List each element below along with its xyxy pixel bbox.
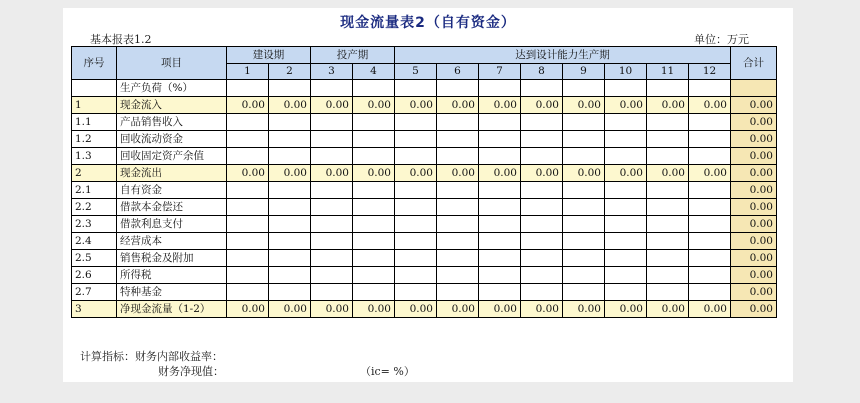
value-cell[interactable] xyxy=(563,148,605,165)
value-cell[interactable] xyxy=(689,284,731,301)
value-cell[interactable]: 0.00 xyxy=(395,301,437,318)
value-cell[interactable] xyxy=(605,216,647,233)
table-row xyxy=(72,233,777,250)
header-period: 7 xyxy=(479,64,521,80)
value-cell[interactable]: 0.00 xyxy=(479,301,521,318)
value-cell[interactable] xyxy=(647,148,689,165)
value-cell[interactable]: 0.00 xyxy=(227,165,269,182)
value-cell[interactable] xyxy=(353,284,395,301)
value-cell[interactable] xyxy=(227,131,269,148)
row-label[interactable]: 特种基金 xyxy=(117,284,227,301)
value-cell[interactable] xyxy=(605,80,647,97)
value-cell[interactable] xyxy=(437,80,479,97)
value-cell[interactable] xyxy=(353,233,395,250)
value-cell[interactable] xyxy=(227,199,269,216)
value-cell[interactable] xyxy=(227,267,269,284)
value-cell[interactable] xyxy=(689,182,731,199)
value-cell[interactable] xyxy=(311,80,353,97)
value-cell[interactable] xyxy=(269,199,311,216)
value-cell[interactable] xyxy=(689,131,731,148)
value-cell[interactable] xyxy=(227,233,269,250)
value-cell[interactable] xyxy=(437,148,479,165)
value-cell[interactable] xyxy=(395,182,437,199)
row-seq[interactable]: 1.2 xyxy=(72,131,117,148)
value-cell[interactable] xyxy=(521,131,563,148)
value-cell[interactable] xyxy=(437,182,479,199)
value-cell[interactable]: 0.00 xyxy=(647,165,689,182)
value-cell[interactable] xyxy=(647,233,689,250)
value-cell[interactable]: 0.00 xyxy=(395,165,437,182)
total-cell[interactable]: 0.00 xyxy=(731,148,777,165)
value-cell[interactable] xyxy=(689,148,731,165)
row-seq[interactable]: 2.7 xyxy=(72,284,117,301)
value-cell[interactable]: 0.00 xyxy=(647,301,689,318)
value-cell[interactable] xyxy=(437,131,479,148)
value-cell[interactable] xyxy=(563,114,605,131)
header-period: 9 xyxy=(563,64,605,80)
value-cell[interactable] xyxy=(437,216,479,233)
value-cell[interactable] xyxy=(395,80,437,97)
value-cell[interactable] xyxy=(437,233,479,250)
total-cell[interactable]: 0.00 xyxy=(731,131,777,148)
value-cell[interactable] xyxy=(395,199,437,216)
value-cell[interactable] xyxy=(227,216,269,233)
value-cell[interactable] xyxy=(647,216,689,233)
value-cell[interactable] xyxy=(269,148,311,165)
value-cell[interactable] xyxy=(269,131,311,148)
value-cell[interactable] xyxy=(563,216,605,233)
total-cell[interactable]: 0.00 xyxy=(731,97,777,114)
total-cell[interactable]: 0.00 xyxy=(731,301,777,318)
row-seq[interactable]: 1.3 xyxy=(72,148,117,165)
value-cell[interactable] xyxy=(479,131,521,148)
header-period: 3 xyxy=(311,64,353,80)
value-cell[interactable]: 0.00 xyxy=(563,301,605,318)
value-cell[interactable] xyxy=(605,199,647,216)
value-cell[interactable] xyxy=(689,233,731,250)
value-cell[interactable]: 0.00 xyxy=(605,97,647,114)
table-row xyxy=(72,131,777,148)
value-cell[interactable] xyxy=(437,250,479,267)
value-cell[interactable] xyxy=(269,250,311,267)
row-seq[interactable]: 2.5 xyxy=(72,250,117,267)
value-cell[interactable] xyxy=(311,284,353,301)
value-cell[interactable] xyxy=(521,267,563,284)
value-cell[interactable]: 0.00 xyxy=(269,165,311,182)
value-cell[interactable] xyxy=(689,114,731,131)
header-period: 11 xyxy=(647,64,689,80)
value-cell[interactable]: 0.00 xyxy=(353,97,395,114)
value-cell[interactable] xyxy=(689,267,731,284)
table-row xyxy=(72,148,777,165)
header-item: 项目 xyxy=(117,47,227,80)
value-cell[interactable]: 0.00 xyxy=(227,301,269,318)
total-cell[interactable]: 0.00 xyxy=(731,233,777,250)
value-cell[interactable] xyxy=(647,131,689,148)
header-period: 6 xyxy=(437,64,479,80)
value-cell[interactable] xyxy=(269,114,311,131)
value-cell[interactable]: 0.00 xyxy=(311,301,353,318)
value-cell[interactable] xyxy=(479,182,521,199)
value-cell[interactable] xyxy=(353,267,395,284)
value-cell[interactable]: 0.00 xyxy=(311,165,353,182)
row-label[interactable]: 回收固定资产余值 xyxy=(117,148,227,165)
value-cell[interactable] xyxy=(437,267,479,284)
table-body xyxy=(72,80,777,318)
value-cell[interactable]: 0.00 xyxy=(479,97,521,114)
row-label[interactable]: 所得税 xyxy=(117,267,227,284)
row-label[interactable]: 生产负荷（%） xyxy=(117,80,227,97)
value-cell[interactable]: 0.00 xyxy=(437,165,479,182)
value-cell[interactable] xyxy=(479,148,521,165)
value-cell[interactable] xyxy=(269,80,311,97)
value-cell[interactable] xyxy=(563,284,605,301)
value-cell[interactable] xyxy=(689,216,731,233)
value-cell[interactable] xyxy=(227,250,269,267)
row-seq[interactable]: 2.3 xyxy=(72,216,117,233)
value-cell[interactable] xyxy=(437,114,479,131)
value-cell[interactable] xyxy=(689,250,731,267)
value-cell[interactable] xyxy=(689,199,731,216)
value-cell[interactable] xyxy=(647,114,689,131)
value-cell[interactable] xyxy=(269,216,311,233)
value-cell[interactable] xyxy=(563,267,605,284)
value-cell[interactable] xyxy=(647,182,689,199)
value-cell[interactable] xyxy=(647,199,689,216)
indicator-npv-label: 财务净现值： xyxy=(158,365,224,378)
value-cell[interactable] xyxy=(311,199,353,216)
value-cell[interactable] xyxy=(521,148,563,165)
table-row xyxy=(72,80,777,97)
table-row xyxy=(72,267,777,284)
value-cell[interactable] xyxy=(395,148,437,165)
value-cell[interactable] xyxy=(479,250,521,267)
value-cell[interactable] xyxy=(563,233,605,250)
row-seq[interactable]: 2 xyxy=(72,165,117,182)
cash-flow-table xyxy=(71,46,777,318)
value-cell[interactable] xyxy=(311,182,353,199)
header-construction: 建设期 xyxy=(227,47,311,64)
row-seq[interactable]: 1 xyxy=(72,97,117,114)
value-cell[interactable] xyxy=(605,148,647,165)
header-seq: 序号 xyxy=(72,47,117,80)
row-label[interactable]: 销售税金及附加 xyxy=(117,250,227,267)
value-cell[interactable] xyxy=(605,114,647,131)
value-cell[interactable] xyxy=(479,216,521,233)
value-cell[interactable]: 0.00 xyxy=(269,97,311,114)
value-cell[interactable] xyxy=(563,80,605,97)
value-cell[interactable]: 0.00 xyxy=(395,97,437,114)
row-seq[interactable]: 1.1 xyxy=(72,114,117,131)
total-cell[interactable]: 0.00 xyxy=(731,114,777,131)
row-label[interactable]: 现金流出 xyxy=(117,165,227,182)
value-cell[interactable]: 0.00 xyxy=(689,165,731,182)
header-design-capacity: 达到设计能力生产期 xyxy=(395,47,731,64)
value-cell[interactable] xyxy=(563,199,605,216)
header-period: 12 xyxy=(689,64,731,80)
value-cell[interactable] xyxy=(521,182,563,199)
report-title: 现金流量表2（自有资金） xyxy=(340,15,516,31)
value-cell[interactable]: 0.00 xyxy=(353,165,395,182)
total-cell[interactable]: 0.00 xyxy=(731,267,777,284)
value-cell[interactable] xyxy=(395,284,437,301)
value-cell[interactable] xyxy=(647,284,689,301)
value-cell[interactable] xyxy=(521,284,563,301)
value-cell[interactable] xyxy=(521,233,563,250)
value-cell[interactable]: 0.00 xyxy=(521,165,563,182)
header-period: 2 xyxy=(269,64,311,80)
row-seq[interactable]: 3 xyxy=(72,301,117,318)
value-cell[interactable]: 0.00 xyxy=(353,301,395,318)
value-cell[interactable]: 0.00 xyxy=(269,301,311,318)
value-cell[interactable] xyxy=(521,250,563,267)
indicator-irr-label: 计算指标：财务内部收益率： xyxy=(80,350,223,363)
value-cell[interactable] xyxy=(311,216,353,233)
value-cell[interactable] xyxy=(563,182,605,199)
header-period: 10 xyxy=(605,64,647,80)
value-cell[interactable] xyxy=(647,80,689,97)
value-cell[interactable] xyxy=(227,284,269,301)
value-cell[interactable]: 0.00 xyxy=(689,97,731,114)
value-cell[interactable] xyxy=(563,250,605,267)
value-cell[interactable] xyxy=(311,267,353,284)
total-cell[interactable]: 0.00 xyxy=(731,199,777,216)
value-cell[interactable] xyxy=(353,148,395,165)
value-cell[interactable] xyxy=(689,80,731,97)
value-cell[interactable]: 0.00 xyxy=(479,165,521,182)
header-period: 1 xyxy=(227,64,269,80)
table-row xyxy=(72,165,777,182)
value-cell[interactable] xyxy=(605,267,647,284)
value-cell[interactable] xyxy=(227,114,269,131)
header-row-groups xyxy=(72,47,777,64)
value-cell[interactable] xyxy=(311,250,353,267)
value-cell[interactable] xyxy=(521,216,563,233)
value-cell[interactable] xyxy=(479,199,521,216)
value-cell[interactable]: 0.00 xyxy=(563,97,605,114)
value-cell[interactable] xyxy=(269,182,311,199)
value-cell[interactable]: 0.00 xyxy=(521,301,563,318)
row-seq[interactable]: 2.2 xyxy=(72,199,117,216)
value-cell[interactable] xyxy=(311,131,353,148)
table-row xyxy=(72,199,777,216)
value-cell[interactable] xyxy=(311,148,353,165)
header-commissioning: 投产期 xyxy=(311,47,395,64)
value-cell[interactable] xyxy=(479,233,521,250)
row-label[interactable]: 净现金流量（1-2） xyxy=(117,301,227,318)
value-cell[interactable] xyxy=(395,233,437,250)
value-cell[interactable]: 0.00 xyxy=(647,97,689,114)
value-cell[interactable] xyxy=(521,80,563,97)
value-cell[interactable] xyxy=(353,182,395,199)
value-cell[interactable] xyxy=(605,233,647,250)
total-cell[interactable]: 0.00 xyxy=(731,284,777,301)
table-row xyxy=(72,216,777,233)
header-period: 8 xyxy=(521,64,563,80)
value-cell[interactable]: 0.00 xyxy=(605,301,647,318)
value-cell[interactable] xyxy=(437,284,479,301)
total-cell[interactable]: 0.00 xyxy=(731,182,777,199)
table-row xyxy=(72,114,777,131)
table-row xyxy=(72,250,777,267)
value-cell[interactable] xyxy=(227,182,269,199)
value-cell[interactable] xyxy=(605,250,647,267)
value-cell[interactable] xyxy=(605,284,647,301)
ic-rate-label: （ic= %） xyxy=(360,365,415,378)
value-cell[interactable] xyxy=(647,267,689,284)
value-cell[interactable] xyxy=(353,199,395,216)
value-cell[interactable]: 0.00 xyxy=(227,97,269,114)
value-cell[interactable] xyxy=(479,267,521,284)
value-cell[interactable]: 0.00 xyxy=(521,97,563,114)
report-sheet xyxy=(63,8,793,382)
value-cell[interactable] xyxy=(395,114,437,131)
table-row xyxy=(72,182,777,199)
value-cell[interactable] xyxy=(269,267,311,284)
header-period: 5 xyxy=(395,64,437,80)
value-cell[interactable]: 0.00 xyxy=(437,97,479,114)
row-label[interactable]: 经营成本 xyxy=(117,233,227,250)
value-cell[interactable] xyxy=(437,199,479,216)
header-total: 合计 xyxy=(731,47,777,80)
value-cell[interactable] xyxy=(227,80,269,97)
value-cell[interactable] xyxy=(479,284,521,301)
row-label[interactable]: 借款本金偿还 xyxy=(117,199,227,216)
value-cell[interactable] xyxy=(563,131,605,148)
value-cell[interactable] xyxy=(395,267,437,284)
row-seq[interactable]: 2.4 xyxy=(72,233,117,250)
row-label[interactable]: 现金流入 xyxy=(117,97,227,114)
total-cell[interactable]: 0.00 xyxy=(731,216,777,233)
header-period: 4 xyxy=(353,64,395,80)
value-cell[interactable] xyxy=(605,182,647,199)
row-label[interactable]: 自有资金 xyxy=(117,182,227,199)
value-cell[interactable] xyxy=(395,131,437,148)
unit-label: 单位：万元 xyxy=(694,33,749,46)
total-cell[interactable]: 0.00 xyxy=(731,250,777,267)
value-cell[interactable] xyxy=(353,216,395,233)
value-cell[interactable] xyxy=(521,199,563,216)
value-cell[interactable] xyxy=(353,114,395,131)
value-cell[interactable] xyxy=(395,250,437,267)
value-cell[interactable] xyxy=(353,250,395,267)
table-row xyxy=(72,284,777,301)
total-cell[interactable] xyxy=(731,80,777,97)
value-cell[interactable]: 0.00 xyxy=(689,301,731,318)
value-cell[interactable] xyxy=(269,284,311,301)
row-seq[interactable] xyxy=(72,80,117,97)
value-cell[interactable] xyxy=(353,80,395,97)
value-cell[interactable] xyxy=(311,114,353,131)
value-cell[interactable] xyxy=(479,114,521,131)
value-cell[interactable]: 0.00 xyxy=(563,165,605,182)
value-cell[interactable] xyxy=(521,114,563,131)
value-cell[interactable]: 0.00 xyxy=(605,165,647,182)
row-label[interactable]: 产品销售收入 xyxy=(117,114,227,131)
value-cell[interactable] xyxy=(311,233,353,250)
table-row xyxy=(72,301,777,318)
value-cell[interactable] xyxy=(647,250,689,267)
value-cell[interactable] xyxy=(227,148,269,165)
value-cell[interactable] xyxy=(269,233,311,250)
total-cell[interactable]: 0.00 xyxy=(731,165,777,182)
row-label[interactable]: 回收流动资金 xyxy=(117,131,227,148)
value-cell[interactable] xyxy=(395,216,437,233)
table-row xyxy=(72,97,777,114)
value-cell[interactable] xyxy=(605,131,647,148)
report-code: 基本报表1.2 xyxy=(90,33,152,46)
row-seq[interactable]: 2.6 xyxy=(72,267,117,284)
value-cell[interactable] xyxy=(479,80,521,97)
value-cell[interactable] xyxy=(353,131,395,148)
value-cell[interactable]: 0.00 xyxy=(437,301,479,318)
row-seq[interactable]: 2.1 xyxy=(72,182,117,199)
value-cell[interactable]: 0.00 xyxy=(311,97,353,114)
row-label[interactable]: 借款利息支付 xyxy=(117,216,227,233)
